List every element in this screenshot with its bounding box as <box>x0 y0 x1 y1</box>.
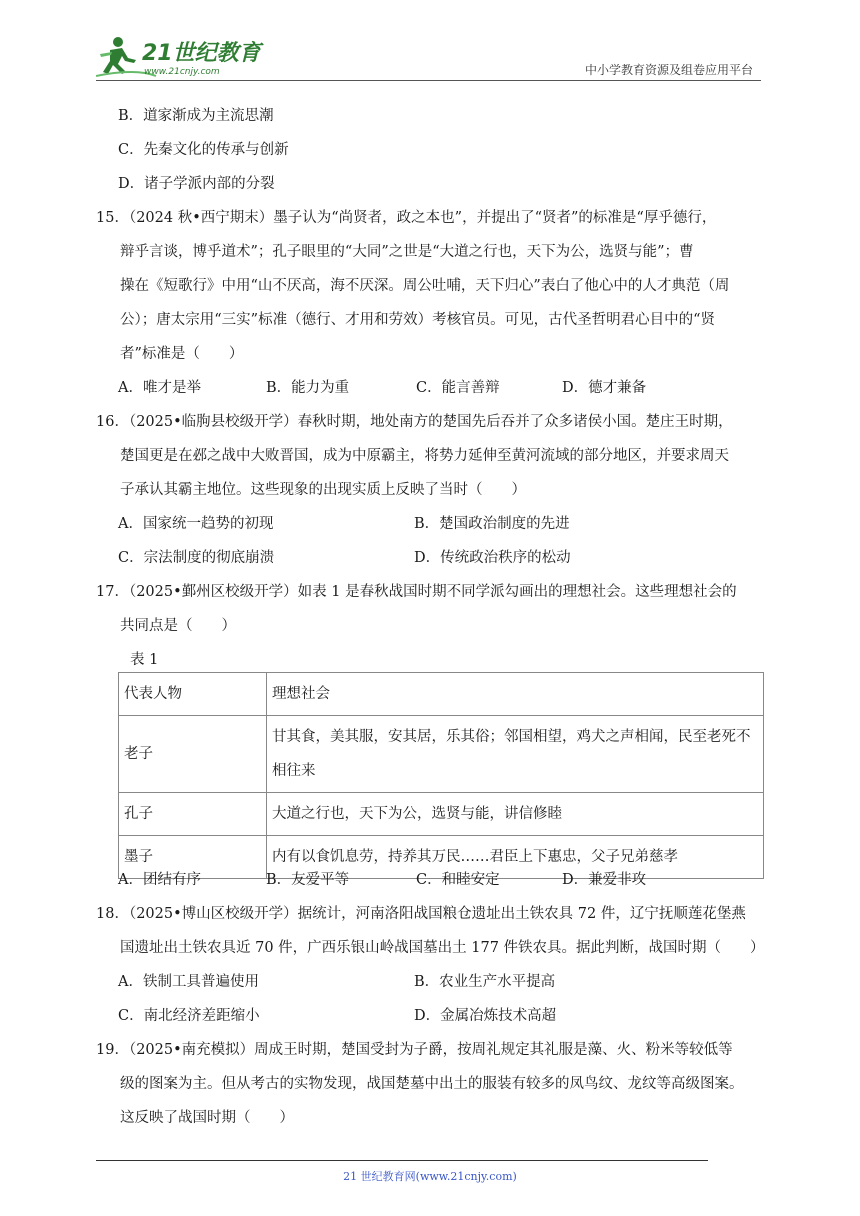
table-cell-society <box>267 716 764 793</box>
table-cell-person: 孔子 <box>119 793 267 836</box>
q19-line-3: 这反映了战国时期（ ） <box>120 1110 294 1126</box>
q16-line-2: 楚国更是在邲之战中大败晋国，成为中原霸主，将势力延伸至黄河流域的部分地区，并要求周天 <box>120 448 729 464</box>
q14-option-b: B．道家渐成为主流思潮 <box>118 108 274 124</box>
table-header-cell: 理想社会 <box>267 673 764 716</box>
table-cell-text: 甘其食，美其服，安其居，乐其俗；邻国相望，鸡犬之声相闻，民至老死不 <box>272 729 751 745</box>
table-header-row <box>119 673 764 716</box>
footer-divider <box>96 1160 708 1161</box>
q17-option-c: C．和睦安定 <box>416 872 500 888</box>
q17-option-b: B．友爱平等 <box>266 872 350 888</box>
q17-line-1: 17．（2025•鄞州区校级开学）如表 1 是春秋战国时期不同学派勾画出的理想社会。这些理想社会的 <box>96 584 737 600</box>
q15-line-5: 者”标准是（ ） <box>120 346 244 362</box>
table-caption: 表 1 <box>130 652 159 668</box>
q15-option-c: C．能言善辩 <box>416 380 500 396</box>
q18-line-1: 18．（2025•博山区校级开学）据统计，河南洛阳战国粮仓遗址出土铁农具 72 件，辽宁抚顺莲花堡燕 <box>96 906 746 922</box>
page-header <box>96 34 761 80</box>
q14-option-c: C．先秦文化的传承与创新 <box>118 142 289 158</box>
table-cell-society: 大道之行也，天下为公，选贤与能，讲信修睦 <box>267 793 764 836</box>
q16-line-3: 子承认其霸主地位。这些现象的出现实质上反映了当时（ ） <box>120 482 526 498</box>
q17-option-a: A．团结有序 <box>118 872 201 888</box>
site-logo <box>96 34 266 80</box>
q16-line-1: 16．（2025•临朐县校级开学）春秋时期，地处南方的楚国先后吞并了众多诸侯小国。楚庄王时期， <box>96 414 733 430</box>
q15-option-a: A．唯才是举 <box>118 380 201 396</box>
q16-option-a: A．国家统一趋势的初现 <box>118 516 274 532</box>
q16-option-c: C．宗法制度的彻底崩溃 <box>118 550 275 566</box>
ideal-society-table <box>118 672 764 879</box>
q15-line-1: 15．（2024 秋•西宁期末）墨子认为“尚贤者，政之本也”，并提出了“贤者”的标准是“厚乎德行， <box>96 210 717 226</box>
q15-line-3: 操在《短歌行》中用“山不厌高，海不厌深。周公吐哺，天下归心”表白了他心中的人才典范（周 <box>120 278 730 294</box>
platform-name: 中小学教育资源及组卷应用平台 <box>584 63 753 77</box>
q19-line-1: 19．（2025•南充模拟）周成王时期，楚国受封为子爵，按周礼规定其礼服是藻、火、粉米等较低等 <box>96 1042 733 1058</box>
q17-option-d: D．兼爱非攻 <box>562 872 647 888</box>
q15-option-b: B．能力为重 <box>266 380 350 396</box>
table-cell-person: 墨子 <box>119 836 267 879</box>
q15-option-d: D．德才兼备 <box>562 380 647 396</box>
q18-option-a: A．铁制工具普遍使用 <box>118 974 259 990</box>
table-row <box>119 793 764 836</box>
header-divider <box>96 80 761 81</box>
q14-option-d: D．诸子学派内部的分裂 <box>118 176 275 192</box>
logo-text: 21世纪教育 <box>142 41 261 66</box>
table-cell-society: 内有以食饥息劳，持养其万民……君臣上下惠忠，父子兄弟慈孝 <box>267 836 764 879</box>
q16-option-d: D．传统政治秩序的松动 <box>414 550 571 566</box>
q18-option-c: C．南北经济差距缩小 <box>118 1008 260 1024</box>
q17-line-2: 共同点是（ ） <box>120 618 236 634</box>
q15-line-2: 辩乎言谈，博乎道术”；孔子眼里的“大同”之世是“大道之行也，天下为公，选贤与能”；曹 <box>120 244 694 260</box>
q16-option-b: B．楚国政治制度的先进 <box>414 516 570 532</box>
table-cell-person: 老子 <box>119 716 267 793</box>
table-header-cell: 代表人物 <box>119 673 267 716</box>
table-cell-text: 相往来 <box>272 763 316 779</box>
q18-option-b: B．农业生产水平提高 <box>414 974 556 990</box>
q15-line-4: 公）；唐太宗用“三实”标准（德行、才用和劳效）考核官员。可见，古代圣哲明君心目中的“贤 <box>120 312 715 328</box>
logo-url: www.21cnjy.com <box>144 67 220 77</box>
q18-line-2: 国遗址出土铁农具近 70 件，广西乐银山岭战国墓出土 177 件铁农具。据此判断，战国时期（ ） <box>120 940 765 956</box>
q19-line-2: 级的图案为主。但从考古的实物发现，战国楚墓中出土的服装有较多的凤鸟纹、龙纹等高级图案。 <box>120 1076 744 1092</box>
table-row <box>119 716 764 793</box>
footer-link[interactable]: 21 世纪教育网(www.21cnjy.com) <box>343 1170 517 1183</box>
q18-option-d: D．金属冶炼技术高超 <box>414 1008 557 1024</box>
